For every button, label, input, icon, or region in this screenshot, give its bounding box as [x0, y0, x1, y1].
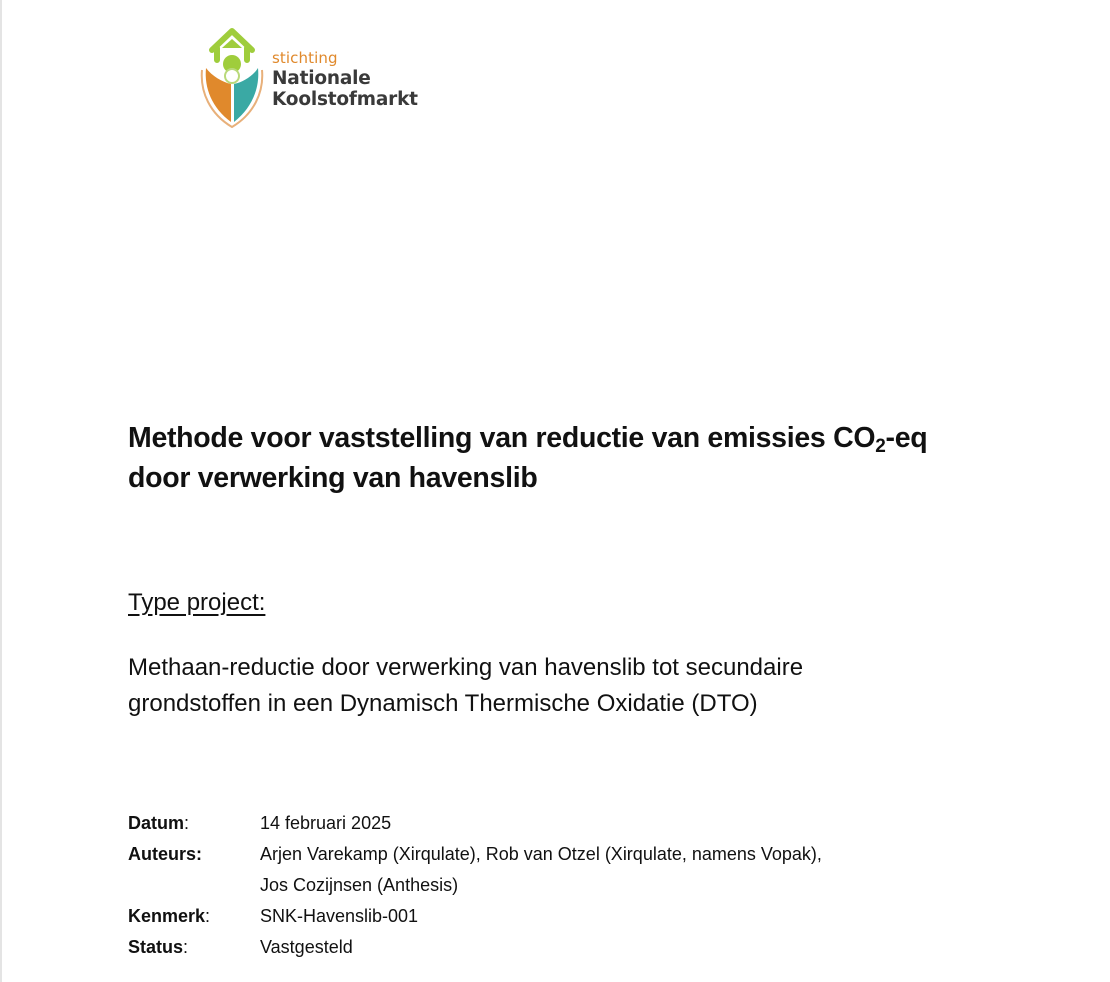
- logo: [198, 26, 448, 130]
- type-project-description-line-1: Methaan-reductie door verwerking van havenslib tot secundaire: [128, 654, 804, 681]
- meta-value-datum: 14 februari 2025: [260, 813, 392, 833]
- meta-value-auteurs: [260, 839, 822, 901]
- meta-value-kenmerk: SNK-Havenslib-001: [260, 906, 419, 926]
- type-project-label: Type project:: [128, 589, 266, 616]
- title-line-1-text: Methode voor vaststelling van reductie van emissies CO: [128, 422, 876, 454]
- logo-line-nationale: Nationale: [272, 68, 371, 89]
- meta-value-auteurs-line-1: Arjen Varekamp (Xirqulate), Rob van Otzel (Xirqulate, namens Vopak),: [260, 844, 822, 864]
- meta-label-kenmerk-text: Kenmerk: [128, 906, 206, 926]
- title-line-1: [128, 418, 1028, 458]
- page-edge: [0, 0, 2, 982]
- type-project-description-line-2: grondstoffen in een Dynamisch Thermische Oxidatie (DTO): [128, 690, 758, 717]
- logo-line-koolstofmarkt: Koolstofmarkt: [272, 89, 418, 110]
- meta-label-status: [128, 932, 260, 963]
- meta-label-auteurs: [128, 839, 260, 901]
- meta-row-auteurs: [128, 839, 822, 901]
- meta-row-status: [128, 932, 822, 963]
- meta-label-datum: [128, 808, 260, 839]
- document-metadata: [128, 808, 822, 963]
- meta-label-kenmerk-colon: :: [205, 906, 211, 926]
- meta-value-status: Vastgesteld: [260, 937, 353, 957]
- logo-mark-icon: [198, 26, 268, 130]
- meta-label-datum-text: Datum: [128, 813, 185, 833]
- meta-row-datum: [128, 808, 822, 839]
- type-project-description: [128, 650, 1028, 722]
- meta-value-auteurs-line-2: Jos Cozijnsen (Anthesis): [260, 875, 459, 895]
- meta-label-status-colon: :: [183, 937, 189, 957]
- meta-label-status-text: Status: [128, 937, 184, 957]
- meta-label-kenmerk: [128, 901, 260, 932]
- document-title: [128, 418, 1028, 498]
- logo-line-stichting: stichting: [272, 49, 338, 67]
- meta-row-kenmerk: [128, 901, 822, 932]
- title-line-1-suffix: -eq: [885, 422, 928, 454]
- title-subscript: 2: [875, 436, 886, 457]
- title-line-2: door verwerking van havenslib: [128, 462, 538, 494]
- logo-text: [272, 51, 418, 110]
- meta-label-datum-colon: :: [184, 813, 190, 833]
- meta-label-auteurs-text: Auteurs:: [128, 844, 203, 864]
